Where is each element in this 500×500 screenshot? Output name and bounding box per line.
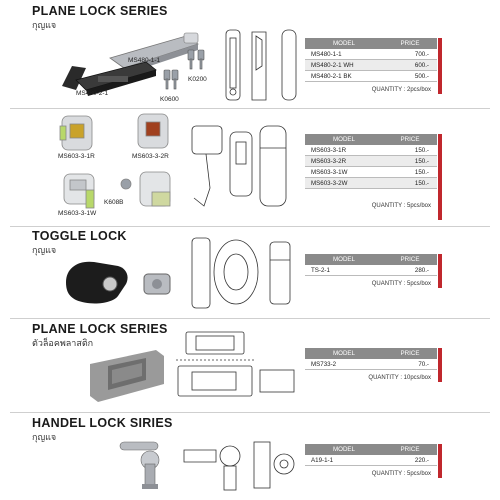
toggle-lock-photo bbox=[60, 254, 178, 314]
handle-lock-photo bbox=[116, 434, 176, 496]
section-divider bbox=[10, 226, 490, 227]
table-row bbox=[305, 145, 437, 156]
price-table-1 bbox=[305, 38, 437, 93]
col-price: PRICE bbox=[400, 350, 420, 357]
technical-drawing-toggle bbox=[186, 232, 298, 314]
col-model: MODEL bbox=[332, 350, 355, 357]
accent-bar bbox=[438, 134, 442, 220]
section-divider bbox=[10, 108, 490, 109]
technical-drawing-a19 bbox=[180, 428, 300, 496]
price-table-3 bbox=[305, 254, 437, 287]
section-1-title: PLANE LOCK SERIES bbox=[32, 4, 168, 18]
model-cell: MS603-3-1R bbox=[311, 146, 347, 154]
col-model: MODEL bbox=[332, 136, 355, 143]
photo-label: K0200 bbox=[188, 76, 207, 83]
model-cell: A19-1-1 bbox=[311, 456, 334, 464]
price-cell: 600.- bbox=[414, 61, 429, 69]
table-header bbox=[305, 38, 437, 49]
col-model: MODEL bbox=[332, 40, 355, 47]
col-model: MODEL bbox=[332, 446, 355, 453]
photo-label: MS603-3-2R bbox=[132, 153, 169, 160]
section-divider bbox=[10, 412, 490, 413]
photo-label: MS480-1-1 bbox=[128, 57, 161, 64]
col-price: PRICE bbox=[400, 136, 420, 143]
model-cell: MS603-3-1W bbox=[311, 168, 348, 176]
technical-drawing-ms733 bbox=[172, 326, 300, 406]
price-table-5 bbox=[305, 444, 437, 477]
quantity-note: QUANTITY : 5pcs/box bbox=[371, 471, 431, 477]
section-5-subtitle: กุญแจ bbox=[32, 432, 57, 442]
price-cell: 220.- bbox=[414, 456, 429, 464]
price-table-4 bbox=[305, 348, 437, 381]
table-row bbox=[305, 359, 437, 370]
price-cell: 150.- bbox=[414, 168, 429, 176]
table-row bbox=[305, 60, 437, 71]
keys-photo bbox=[158, 48, 214, 92]
table-row bbox=[305, 455, 437, 466]
section-3-subtitle: กุญแจ bbox=[32, 245, 57, 255]
quantity-note: QUANTITY : 5pcs/box bbox=[371, 203, 431, 209]
accent-bar bbox=[438, 38, 442, 94]
photo-label: MS603-3-1R bbox=[58, 153, 95, 160]
price-cell: 280.- bbox=[414, 266, 429, 274]
section-4-subtitle: ตัวล็อคพลาสติก bbox=[32, 338, 94, 348]
photo-label: K608B bbox=[104, 199, 124, 206]
section-divider bbox=[10, 318, 490, 319]
accent-bar bbox=[438, 348, 442, 382]
model-cell: TS-2-1 bbox=[311, 266, 330, 274]
price-cell: 150.- bbox=[414, 179, 429, 187]
table-header bbox=[305, 348, 437, 359]
section-5-title: HANDEL LOCK SIRIES bbox=[32, 416, 173, 430]
section-1-subtitle: กุญแจ bbox=[32, 20, 57, 30]
price-cell: 150.- bbox=[414, 146, 429, 154]
table-header bbox=[305, 444, 437, 455]
table-row bbox=[305, 71, 437, 82]
accent-bar bbox=[438, 254, 442, 288]
model-cell: MS480-2-1 WH bbox=[311, 61, 354, 69]
col-price: PRICE bbox=[400, 40, 420, 47]
technical-drawing-ms480 bbox=[222, 26, 302, 106]
table-row bbox=[305, 156, 437, 167]
table-header bbox=[305, 134, 437, 145]
price-cell: 70.- bbox=[418, 360, 429, 368]
quantity-note: QUANTITY : 5pcs/box bbox=[371, 281, 431, 287]
quantity-note: QUANTITY : 2pcs/box bbox=[371, 87, 431, 93]
price-table-2 bbox=[305, 134, 437, 209]
accent-bar bbox=[438, 444, 442, 478]
model-cell: MS603-3-2W bbox=[311, 179, 348, 187]
model-cell: MS480-1-1 bbox=[311, 50, 342, 58]
table-row bbox=[305, 265, 437, 276]
price-cell: 500.- bbox=[414, 72, 429, 80]
table-row bbox=[305, 49, 437, 60]
plastic-lock-photo bbox=[86, 344, 168, 408]
table-header bbox=[305, 254, 437, 265]
model-cell: MS733-2 bbox=[311, 360, 337, 368]
quantity-note: QUANTITY : 10pcs/box bbox=[368, 375, 431, 381]
photo-label: K0600 bbox=[160, 96, 179, 103]
model-cell: MS603-3-2R bbox=[311, 157, 347, 165]
col-model: MODEL bbox=[332, 256, 355, 263]
table-row bbox=[305, 178, 437, 189]
price-cell: 700.- bbox=[414, 50, 429, 58]
col-price: PRICE bbox=[400, 256, 420, 263]
model-cell: MS480-2-1 BK bbox=[311, 72, 352, 80]
section-4-title: PLANE LOCK SERIES bbox=[32, 322, 168, 336]
technical-drawing-ms603 bbox=[186, 118, 298, 214]
price-cell: 150.- bbox=[414, 157, 429, 165]
table-row bbox=[305, 167, 437, 178]
col-price: PRICE bbox=[400, 446, 420, 453]
photo-label: MS603-3-1W bbox=[58, 210, 97, 217]
section-3-title: TOGGLE LOCK bbox=[32, 229, 127, 243]
photo-label: MS480-2-1 bbox=[76, 90, 109, 97]
